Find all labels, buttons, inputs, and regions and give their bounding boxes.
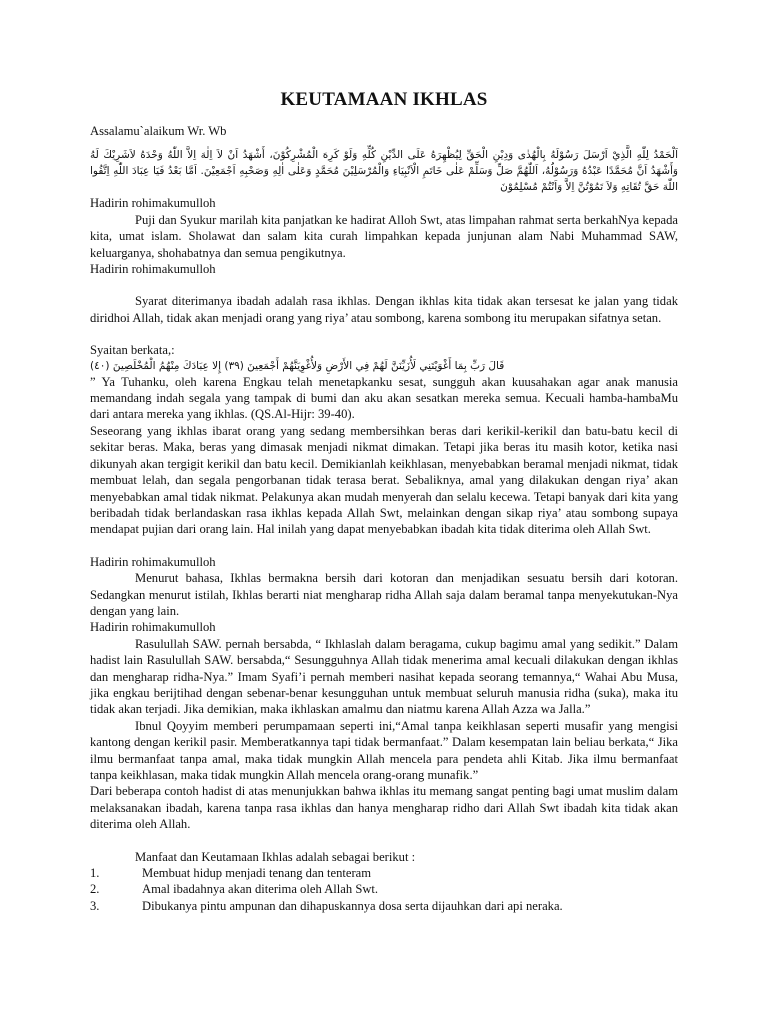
syaitan-label: Syaitan berkata,: [90,343,175,358]
document-title: KEUTAMAAN IKHLAS [280,89,488,110]
paragraph-syarat: Syarat diterimanya ibadah adalah rasa ikhlas. Dengan ikhlas kita tidak akan tersesat ke jalan yang tidak diridhoi Allah, tidak akan menjadi orang yang riya’ atau sombong, karena sombong itu merupakan sifatnya setan. [90,294,678,325]
list-item [90,865,678,881]
arabic-opening: اَلْحَمْدُ لِلّٰهِ الَّذِيْ اَرْسَلَ رَسُوْلَهُ بِالْهُدٰى وَدِيْنِ الْحَقِّ لِيُظْهِرَهُ عَلَى الدِّيْنِ كُلِّهِ وَلَوْ كَرِهَ الْمُشْرِكُوْنَ، أَشْهَدُ اَنْ لاَ اِلٰهَ اِلاَّ اللّٰهُ وَحْدَهُ لاَشَرِيْكَ لَهُ وَأَشْهَدُ اَنَّ مُحَمَّدًا عَبْدُهُ وَرَسُوْلُهُ، اَللّٰهُمَّ صَلِّ وَسَلِّمْ عَلٰى خَاتَمِ الْاَنْبِيَاءِ وَالْمُرْسَلِيْنَ مُحَمَّدٍ وَعَلٰى اٰلِهِ وَصَحْبِهِ اَجْمَعِيْنَ. اَمَّا بَعْدُ فَيَا عِبَادَ اللّٰهِ اِتَّقُوا اللّٰهَ حَقَّ تُقَاتِهِ وَلاَ تَمُوْتُنَّ اِلاَّ وَاَنْتُمْ مُسْلِمُوْنَ [90,149,678,194]
paragraph-ibnul-qoyyim: Ibnul Qoyyim memberi perumpamaan seperti ini,“Amal tanpa keikhlasan seperti musafir yang mengisi kantong dengan kerikil pasir. Memberatkannya tapi tidak bermanfaat.” Dalam kesempatan lain beliau berkata,“ Jika ilmu bermanfaat tanpa amal, maka tidak mungkin Allah mencela para pendeta ahli Kitab. Jika ilmu bermanfaat tanpa keikhlasan, maka tidak mungkin Allah mencela orang-orang munafik.” [90,718,678,782]
greeting: Assalamu`alaikum Wr. Wb [90,124,227,138]
list-text: Membuat hidup menjadi tenang dan tenteram [142,866,372,881]
paragraph-analogy: Seseorang yang ikhlas ibarat orang yang sedang membersihkan beras dari kerikil-kerikil dan batu-batu kecil di sekitar beras. Maka, beras yang dimasak menjadi nikmat dimakan. Tetapi jika beras itu masih kotor, ketika nasi dikunyah akan tergigit kerikil dan batu kecil. Demikianlah keikhlasan, menyebabkan beramal menjadi nikmat, tidak membuat lelah, dan segala pengorbanan tidak terasa berat. Sebaliknya, amal yang dilakukan dengan riya’ akan menyebabkan amal tidak nikmat. Pelakunya akan mudah menyerah dan selalu kecewa. Tetapi banyak dari kita yang beribadah tidak berlandaskan rasa ikhlas kepada Allah Swt, melainkan dengan sikap riya’ atau sombong supaya mendapat pujian dari orang lain. Hal inilah yang dapat menyebabkan ibadah kita tidak diterima oleh Allah Swt. [90,423,678,537]
paragraph-intro: Puji dan Syukur marilah kita panjatkan ke hadirat Alloh Swt, atas limpahan rahmat serta berkahNya kepada kita, umat islam. Sholawat dan salam kita curah limpahkan kepada junjunan alam Nabi Muhammad SAW, keluarganya, shohabatnya dan semua pengikutnya. [90,212,678,260]
manfaat-list [90,865,678,914]
list-text: Amal ibadahnya akan diterima oleh Allah Swt. [142,882,379,897]
list-number: 2. [90,882,100,897]
paragraph-translation: ” Ya Tuhanku, oleh karena Engkau telah menetapkanku sesat, sungguh akan kuusahakan agar anak manusia memandang indah segala yang tampak di bumi dan aku akan sesatkan mereka semua. Kecuali hamba-hambaMu dari antara mereka yang ikhlas. (QS.Al-Hijr: 39-40). [90,374,678,422]
list-number: 1. [90,866,100,881]
paragraph-menurut: Menurut bahasa, Ikhlas bermakna bersih dari kotoran dan menjadikan sesuatu bersih dari kotoran. Sedangkan menurut istilah, Ikhlas berarti niat mengharap ridha Allah saja dalam beramal tanpa menyekutukan-Nya dengan yang lain. [90,571,678,618]
hadirin-heading-1: Hadirin rohimakumulloh [90,196,216,211]
list-item [90,898,678,914]
hadirin-heading-2: Hadirin rohimakumulloh [90,262,216,277]
list-item [90,881,678,897]
document-body [90,123,678,914]
hadirin-heading-3: Hadirin rohimakumulloh [90,554,216,569]
list-text: Dibukanya pintu ampunan dan dihapuskannya dosa serta dijauhkan dari api neraka. [142,898,563,913]
paragraph-rasulullah: Rasulullah SAW. pernah bersabda, “ Ikhlaslah dalam beragama, cukup bagimu amal yang sedikit.” Dalam hadist lain Rasulullah SAW. bersabda,“ Sesungguhnya Allah tidak menerima amal kecuali dilakukan dengan ikhlas dan mengharap ridha-Nya.” Imam Syafi’i pernah memberi nasihat kepada seorang temannya,“ Wahai Abu Musa, jika engkau berijtihad dengan sebenar-benar kesungguhan untuk membuat seluruh manusia ridha (suka), maka itu tidak akan terjadi. Jika demikian, maka ikhlaskan amalmu dan niatmu karena Allah Azza wa Jalla.” [90,636,678,717]
paragraph-dari: Dari beberapa contoh hadist di atas menunjukkan bahwa ikhlas itu memang sangat penting bagi umat muslim dalam melaksanakan ibadah, karena tanpa rasa ikhlas dan hanya mengharap ridho dari Allah Swt ibadah kita tidak akan diterima oleh Allah. [90,784,678,832]
arabic-verse: قَالَ رَبِّ بِمَا أَغْوَيْتَنِي لَأُزَيِّنَنَّ لَهُمْ فِي الأَرْضِ وَلأُغْوِيَنَّهُمْ أَجْمَعِينَ (٣٩) إِلا عِبَادَكَ مِنْهُمُ الْمُخْلَصِينَ (٤٠) [90,359,505,372]
manfaat-intro: Manfaat dan Keutamaan Ikhlas adalah sebagai berikut : [135,849,416,864]
hadirin-heading-4: Hadirin rohimakumulloh [90,620,216,635]
list-number: 3. [90,898,100,913]
